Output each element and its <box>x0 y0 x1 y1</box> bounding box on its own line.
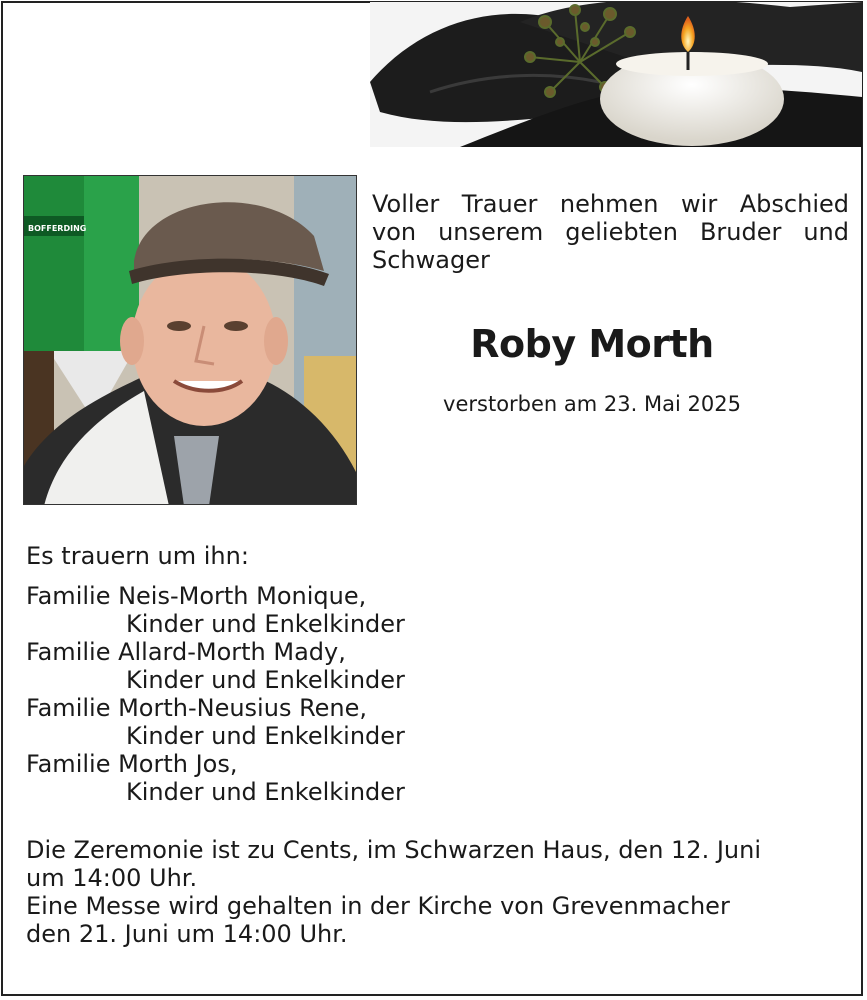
date-of-death: verstorben am 23. Mai 2025 <box>443 392 741 416</box>
family-sub: Kinder und Enkelkinder <box>126 778 405 806</box>
family-name: Familie Allard-Morth Mady, <box>26 638 346 666</box>
family-entry <box>26 582 826 638</box>
ceremony-line: Eine Messe wird gehalten in der Kirche von Grevenmacher <box>26 892 730 920</box>
portrait-photo <box>23 175 357 505</box>
sign-text: BOFFERDING <box>28 224 87 233</box>
mourners-section <box>26 542 826 806</box>
family-name: Familie Morth Jos, <box>26 750 238 778</box>
family-name: Familie Neis-Morth Monique, <box>26 582 367 610</box>
family-entry <box>26 750 826 806</box>
family-sub: Kinder und Enkelkinder <box>126 722 405 750</box>
intro-text <box>372 190 849 274</box>
ceremony-line: den 21. Juni um 14:00 Uhr. <box>26 920 348 948</box>
family-sub: Kinder und Enkelkinder <box>126 666 405 694</box>
family-name: Familie Morth-Neusius Rene, <box>26 694 368 722</box>
intro-line: Voller Trauer nehmen wir Abschied <box>372 190 849 218</box>
ceremony-line: um 14:00 Uhr. <box>26 864 198 892</box>
ceremony-info <box>26 836 826 948</box>
ceremony-line: Die Zeremonie ist zu Cents, im Schwarzen Haus, den 12. Juni <box>26 836 761 864</box>
family-sub: Kinder und Enkelkinder <box>126 610 405 638</box>
intro-line: von unserem geliebten Bruder und <box>372 218 849 246</box>
family-entry <box>26 638 826 694</box>
candle-ribbon-image <box>370 2 862 147</box>
intro-line: Schwager <box>372 246 490 274</box>
deceased-name: Roby Morth <box>470 322 714 366</box>
family-entry <box>26 694 826 750</box>
mourners-heading: Es trauern um ihn: <box>26 542 249 570</box>
